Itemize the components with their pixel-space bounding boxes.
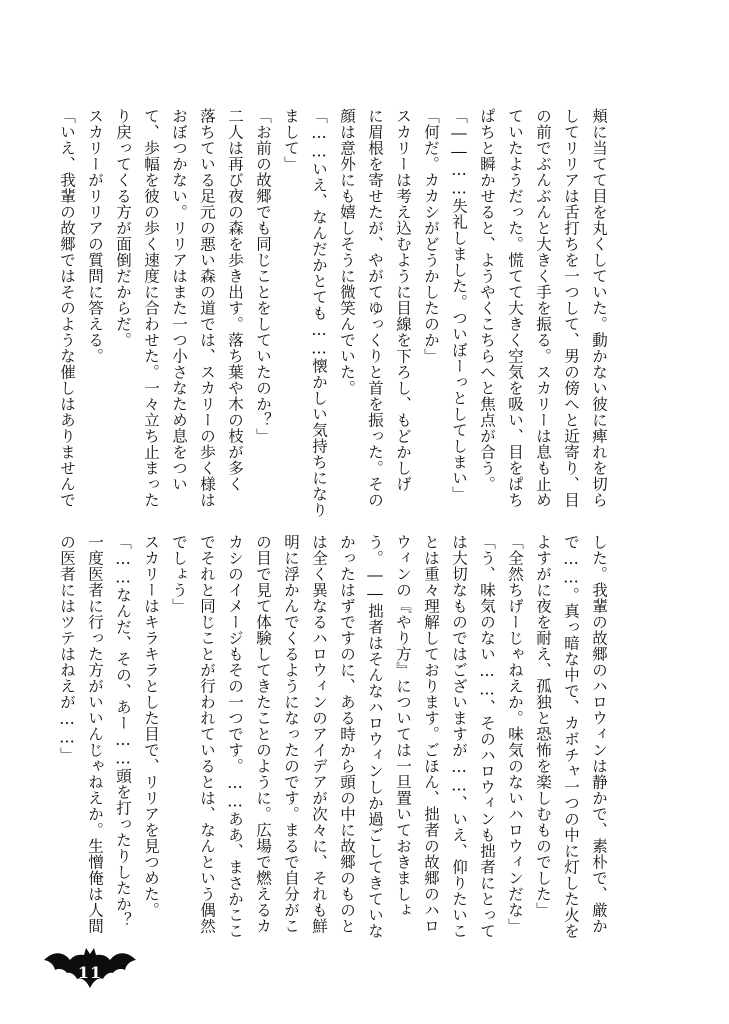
text-line: 「……いえ、なんだかとても……懐かしい気持ちになり [310,108,328,518]
text-line: ぱちと瞬かせると、ようやくこちらへと焦点が合う。 [478,108,496,492]
text-line: で……。真っ暗な中で、カボチャ一つの中に灯した火を [562,534,580,939]
text-line: の目で見て体験してきたことのように。広場で燃えるカ [254,534,272,934]
text-line: 「う、味気のない……、そのハロウィンも拙者にとって [478,534,496,939]
text-line: ていたようだった。慌てて大きく空気を吸い、目をぱち [506,108,524,508]
text-line: おぼつかない。リリアはまた一つ小さなため息をつい [170,108,188,492]
text-line: とは重々理解しております。ごほん、拙者の故郷のハロ [422,534,440,934]
text-line: でしょう」 [170,534,188,614]
text-line: 頬に当てて目を丸くしていた。動かない彼に痺れを切ら [590,108,608,508]
text-line: 「何だ。カカシがどうかしたのか」 [422,108,440,364]
text-line: よすがに夜を耐え、孤独と恐怖を楽しむものでした」 [534,534,552,918]
text-line: う。――拙者はそんなハロウィンしか過ごしてきていな [366,534,384,939]
text-line: 一度医者に行った方がいいんじゃねえか。生憎俺は人間 [86,534,104,934]
text-line: は全く異なるハロウィンのアイデアが次々に、それも鮮 [310,534,328,934]
text-line: 顔は意外にも嬉しそうに微笑んでいた。 [338,108,356,396]
text-line: カシのイメージもその一つです。……ああ、まさかここ [226,534,244,939]
text-line: 「全然ちげーじゃねえか。味気のないハロウィンだな」 [506,534,524,934]
text-line: 「――……失礼しました。ついぼーっとしてしまい」 [450,108,468,502]
text-line: スカリーはキラキラとした目で、リリアを見つめた。 [142,534,160,918]
text-block-lower [58,534,613,939]
text-line: スカリーは考え込むように目線を下ろし、もどかしげ [394,108,412,492]
text-line: に眉根を寄せたが、やがてゆっくりと首を振った。その [366,108,384,508]
text-line: してリリアは舌打ちを一つして、男の傍へと近寄り、目 [562,108,580,508]
text-line: の医者にはツテはねえが……」 [58,534,76,763]
text-line: 「お前の故郷でも同じことをしていたのか？」 [254,108,272,444]
text-block-upper [58,108,613,518]
text-line: の前でぶんぶんと大きく手を振る。スカリーは息も止め [534,108,552,508]
text-line: 二人は再び夜の森を歩き出す。落ち葉や木の枝が多く [226,108,244,492]
text-line: 「……なんだ、その、あー……頭を打ったりしたか？ [114,534,132,928]
text-line: かったはずですのに、ある時から頭の中に故郷のものと [338,534,356,934]
text-line: 落ちている足元の悪い森の道では、スカリーの歩く様は [198,108,216,508]
text-line: は大切なものではございますが……、いえ、仰りたいこ [450,534,468,939]
text-line: 「いえ、我輩の故郷ではそのような催しはありませんで [58,108,76,508]
text-line: スカリーがリリアの質問に答える。 [86,108,104,364]
text-line: て、歩幅を彼の歩く速度に合わせた。一々立ち止まった [142,108,160,508]
text-line: り戻ってくる方が面倒だからだ。 [114,108,132,348]
text-line: ウィンの『やり方』については一旦置いておきましょ [394,534,412,918]
text-line: 明に浮かんでくるようになったのです。まるで自分がこ [282,534,300,934]
text-line: まして」 [282,108,300,172]
text-line: した。我輩の故郷のハロウィンは静かで、素朴で、厳か [590,534,608,934]
text-line: でそれと同じことが行われているとは、なんという偶然 [198,534,216,934]
page-number: 11 [77,963,103,982]
